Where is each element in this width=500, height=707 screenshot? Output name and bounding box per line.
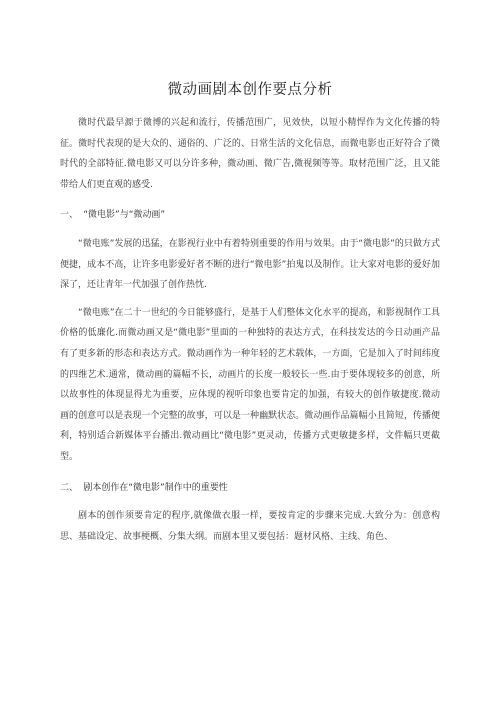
section-heading-1 [60, 205, 440, 226]
section-number: 二、 [60, 482, 79, 493]
section-1-paragraph-2: “微电账”在二十一世纪的今日能够盛行，是基于人们整体文化水平的提高，和影视制作工具价格的低廉化.而微动画又是“微电影”里面的一种独特的表达方式，在科技发达的今日动画产品有了更多新的形态和表达方式。微动画作为一种年轻的艺术载体，一方面，它是加入了时间纬度的四维艺术.通常，微动画的篇幅不长，动画片的长度一般较长一些.由于要体现较多的创意，所以故事性的体现显得尤为重要，应体现的视听印象也要肯定的加强，有较大的创作敏捷度.微动画的创意可以是表现一个完整的故事，可以是一种幽默状态。微动画作品篇幅小且简短，传播便利，特别适合新媒体平台播出.微动画比“微电影”更灵动，传播方式更敏捷多样，文件幅只更截型。 [60, 307, 440, 462]
section-number: 一、 [60, 210, 79, 221]
section-1-paragraph-1: “微电账”发展的迅猛，在影视行业中有着特别重要的作用与效果。由于“微电影”的只做方式便捷，成本不高，让许多电影爱好者不断的进行“微电影”拍鬼以及制作。让大家对电影的爱好加深了，还让青年一代加强了创作热忱. [60, 238, 440, 291]
section-2-paragraph-1: 剧本的创作须要肯定的程序,就像做衣服一样，要按肯定的步骤来完成.大致分为：创意构思、基础设定、故事梗概、分集大纲。而剧本里又要包括：题材风格、主线、角色、 [60, 511, 440, 542]
section-title: 剧本创作在“微电影”制作中的重要性 [83, 482, 228, 493]
document-title: 微动画剧本创作要点分析 [167, 82, 333, 98]
section-title: “微电影”与“微动画” [83, 210, 166, 221]
intro-paragraph: 微时代最早源于微博的兴起和流行，传播范围广，见效快，以短小精悍作为文化传播的特征。微时代表现的是大众的、通俗的、广泛的、日常生活的文化信息，而微电影也正好符合了微时代的全部特征.微电影又可以分许多种，微动画、微广告,微视频等等。取材范围广泛，且又能带给人们更直观的感受. [60, 118, 440, 190]
section-heading-2 [60, 478, 440, 499]
